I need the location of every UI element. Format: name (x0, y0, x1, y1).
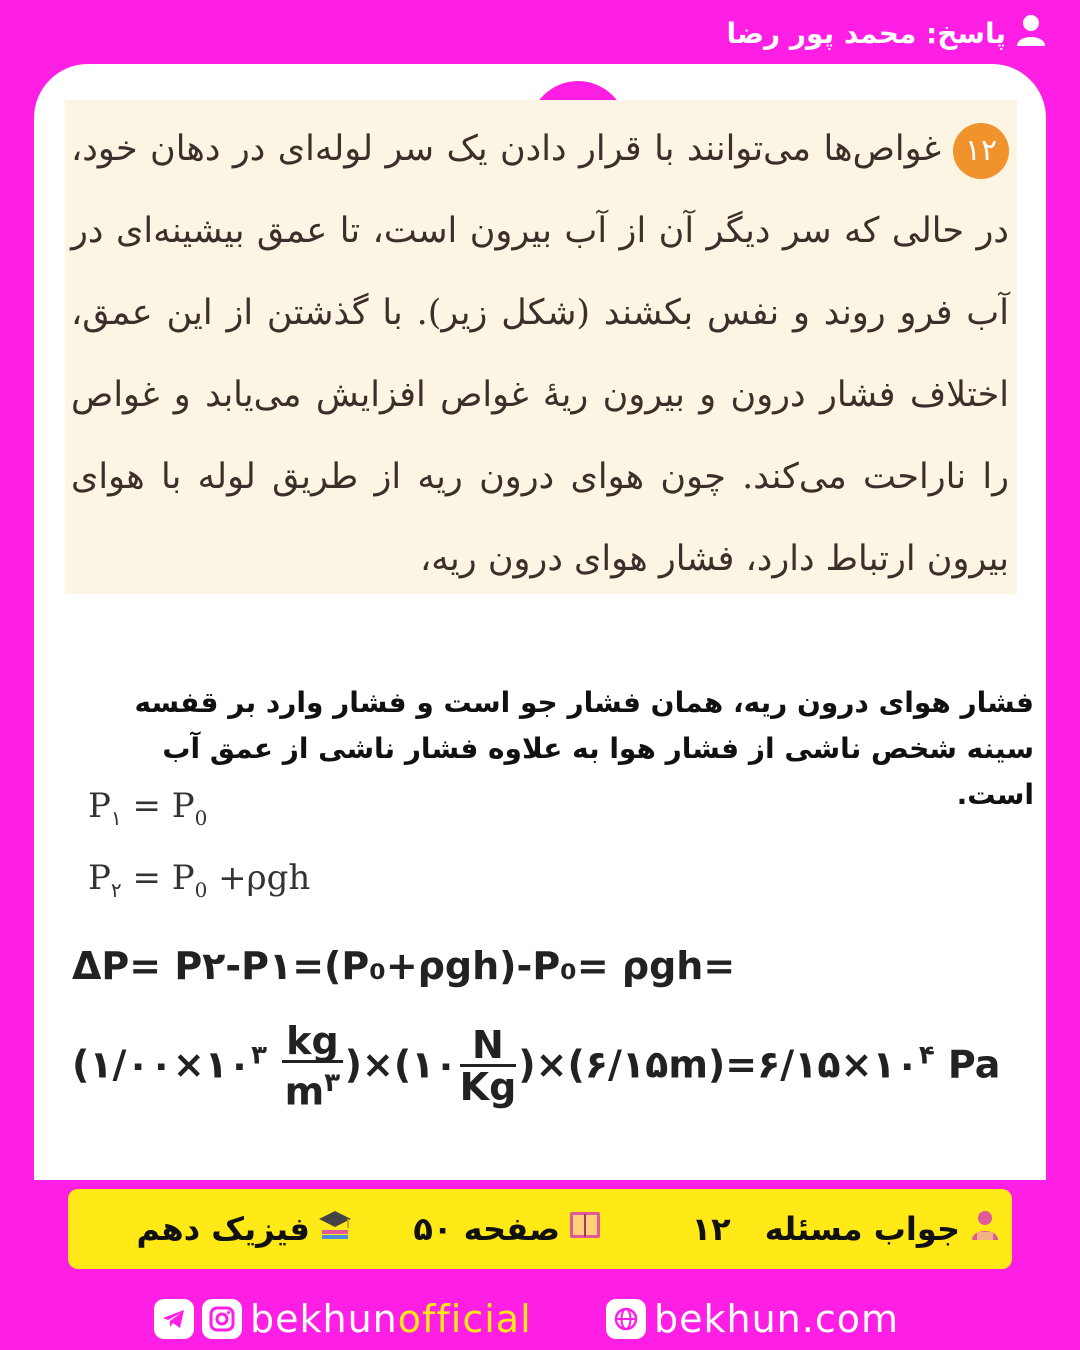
problem-text: غواص‌ها می‌توانند با قرار دادن یک سر لوله‌ای در دهان خود، در حالی که سر دیگر آن از آب بیرون است، تا عمق بیشینه‌ای در آب فرو روند و نفس بکشند (شکل زیر). با گذشتن از این عمق، اختلاف فشار درون و بیرون ریهٔ غواص افزایش می‌یابد و غواص را ناراحت می‌کند. چون هوای درون ریه از طریق لوله با هوای بیرون ارتباط دارد، فشار هوای درون ریه، (71, 129, 1009, 579)
top-bar (0, 0, 1080, 64)
eq4-frac1-den-exp: ۳ (324, 1068, 341, 1098)
eq4-exp1: ۳ (251, 1040, 267, 1071)
problem-number-badge: ۱۲ (953, 123, 1009, 179)
eq4-frac1-num: kg (282, 1022, 342, 1063)
subject-label: فیزیک دهم (136, 1210, 310, 1248)
problem-statement (71, 108, 1009, 600)
eq2-rhs: = P (132, 858, 195, 898)
book-icon (568, 1208, 602, 1250)
eq4-part1: (۱/۰۰×۱۰ (72, 1042, 252, 1087)
eq2-lhs: P (88, 858, 111, 898)
answer-text: فشار هوای درون ریه، همان فشار جو است و فشار وارد بر قفسه سینه شخص ناشی از فشار هوا به علاوه فشار ناشی از عمق آب است. (134, 686, 1034, 811)
question-number: ۱۲ (691, 1210, 731, 1248)
telegram-icon[interactable] (154, 1299, 194, 1339)
social-handle-text[interactable] (250, 1297, 532, 1341)
eq4-frac2-den: Kg (459, 1065, 517, 1110)
handle-part2: official (397, 1297, 532, 1341)
equation-4 (72, 1019, 1001, 1114)
eq4-fraction-1 (282, 1019, 342, 1114)
eq4-exp2: ۴ (918, 1040, 935, 1071)
page-info (413, 1189, 602, 1269)
instagram-icon[interactable] (202, 1299, 242, 1339)
equation-2 (88, 858, 310, 902)
social-handle[interactable] (154, 1296, 532, 1342)
eq4-part3: )×(۶/۱۵m)=۶/۱۵×۱۰ (518, 1042, 919, 1087)
eq4-part2: )×(۱۰ (344, 1042, 458, 1087)
globe-icon[interactable] (606, 1299, 646, 1339)
eq4-frac2-num: N (460, 1026, 517, 1067)
teacher-icon (968, 1208, 1002, 1250)
user-icon (1016, 14, 1046, 53)
info-bar (68, 1189, 1012, 1269)
question-info (692, 1189, 1002, 1269)
eq2-rhs-sub: 0 (194, 877, 208, 902)
eq1-lhs-sub: ۱ (110, 805, 122, 830)
question-label: جواب مسئله (764, 1210, 960, 1248)
eq2-lhs-sub: ۲ (110, 877, 122, 902)
handle-part1: bekhun (250, 1297, 398, 1341)
eq1-rhs-sub: 0 (194, 805, 208, 830)
equation-1 (88, 786, 207, 830)
equation-3: ΔP= P۲-P۱=(P₀+ρgh)-P₀= ρgh= (72, 944, 736, 988)
subject-info (136, 1189, 352, 1269)
eq2-tail: +ρgh (207, 858, 311, 898)
problem-box (65, 100, 1017, 594)
eq1-rhs: = P (132, 786, 195, 826)
website-text[interactable]: bekhun.com (654, 1297, 899, 1341)
author-line (726, 14, 1046, 53)
eq4-frac1-den: m (284, 1069, 325, 1114)
eq4-unit: Pa (947, 1042, 1001, 1087)
website-link[interactable] (606, 1296, 899, 1342)
graduation-cap-icon (318, 1208, 352, 1250)
eq1-lhs: P (88, 786, 111, 826)
page-label: صفحه ۵۰ (413, 1210, 560, 1248)
eq4-fraction-2 (459, 1023, 517, 1110)
author-label: پاسخ: محمد پور رضا (726, 17, 1006, 50)
